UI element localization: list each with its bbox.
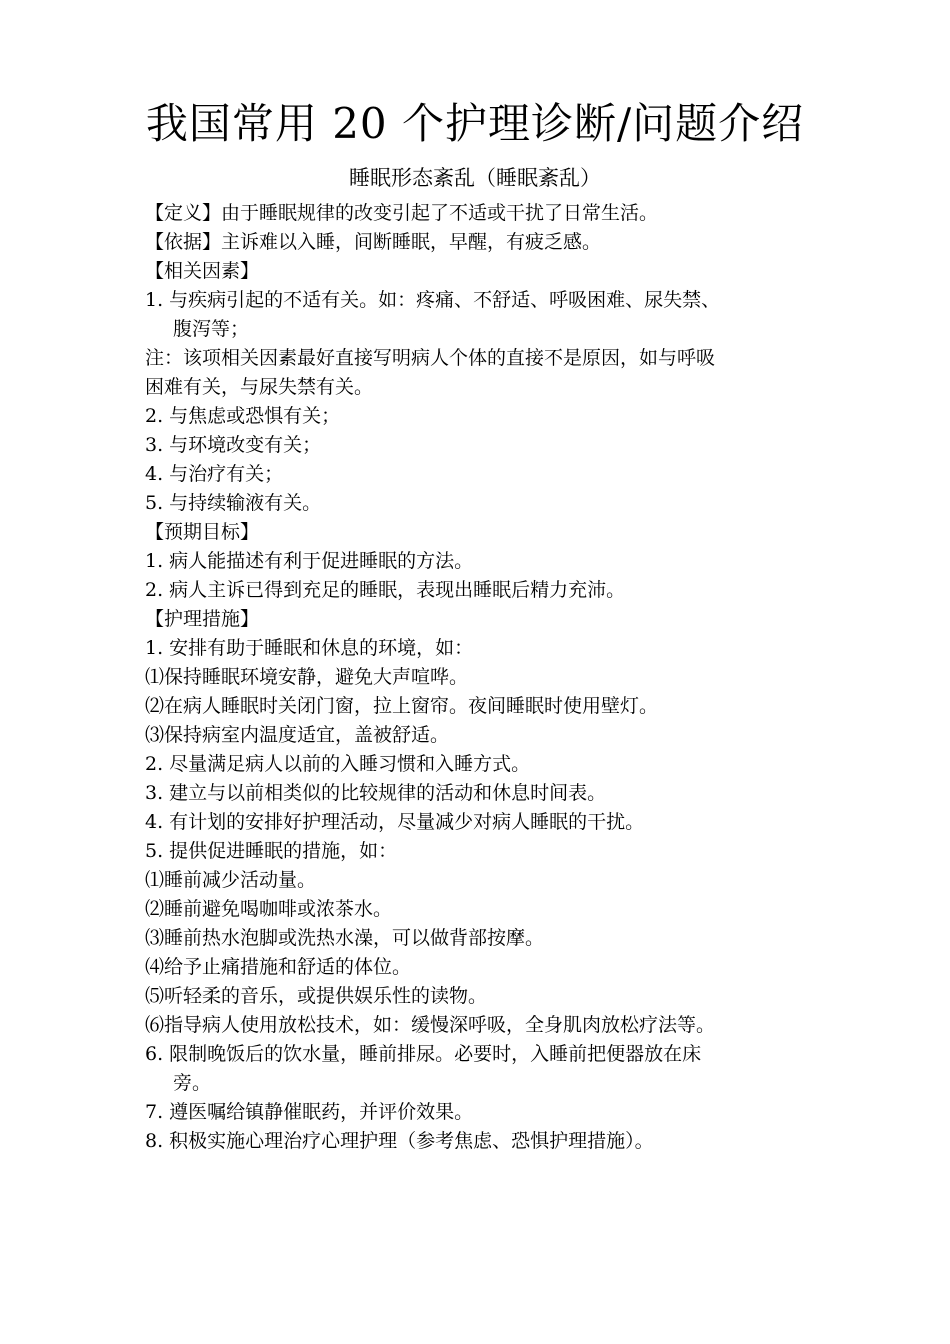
text-line: 困难有关，与尿失禁有关。 (145, 376, 374, 398)
text-line: 【护理措施】 (145, 608, 260, 630)
text-line: ⑶保持病室内温度适宜，盖被舒适。 (145, 724, 450, 746)
text-line: 2. 尽量满足病人以前的入睡习惯和入睡方式。 (145, 753, 531, 775)
text-line: 【相关因素】 (145, 260, 260, 282)
text-line: 3. 建立与以前相类似的比较规律的活动和休息时间表。 (145, 782, 607, 804)
text-line: 6. 限制晚饭后的饮水量，睡前排尿。必要时，入睡前把便器放在床 (145, 1043, 702, 1065)
text-line: 【预期目标】 (145, 521, 260, 543)
text-line: 1. 病人能描述有利于促进睡眠的方法。 (145, 550, 474, 572)
text-line: ⑴保持睡眠环境安静，避免大声喧哗。 (145, 666, 469, 688)
text-line: 7. 遵医嘱给镇静催眠药，并评价效果。 (145, 1101, 474, 1123)
text-line: ⑵在病人睡眠时关闭门窗，拉上窗帘。夜间睡眠时使用壁灯。 (145, 695, 659, 717)
text-line: 【依据】主诉难以入睡，间断睡眠，早醒，有疲乏感。 (145, 231, 602, 253)
text-line: 5. 提供促进睡眠的措施，如： (145, 840, 398, 862)
text-line: 4. 与治疗有关； (145, 463, 284, 485)
section-subtitle: 睡眠形态紊乱（睡眠紊乱） (349, 166, 601, 190)
text-line: 1. 与疾病引起的不适有关。如：疼痛、不舒适、呼吸困难、尿失禁、 (145, 289, 721, 311)
document-body (145, 199, 825, 1156)
text-line: 8. 积极实施心理治疗心理护理（参考焦虑、恐惧护理措施）。 (145, 1130, 654, 1152)
text-line: 2. 与焦虑或恐惧有关； (145, 405, 341, 427)
text-line: 3. 与环境改变有关； (145, 434, 322, 456)
text-line: 腹泻等； (173, 318, 250, 340)
text-line: ⑷给予止痛措施和舒适的体位。 (145, 956, 412, 978)
text-line: 5. 与持续输液有关。 (145, 492, 322, 514)
text-line: 4. 有计划的安排好护理活动，尽量减少对病人睡眠的干扰。 (145, 811, 645, 833)
text-line: 旁。 (173, 1072, 212, 1094)
text-line: ⑵睡前避免喝咖啡或浓茶水。 (145, 898, 393, 920)
text-line: ⑶睡前热水泡脚或洗热水澡，可以做背部按摩。 (145, 927, 545, 949)
page-title: 我国常用 20 个护理诊断/问题介绍 (145, 99, 805, 148)
text-line: 【定义】由于睡眠规律的改变引起了不适或干扰了日常生活。 (145, 202, 659, 224)
text-line: ⑴睡前减少活动量。 (145, 869, 317, 891)
text-line: ⑹指导病人使用放松技术，如：缓慢深呼吸，全身肌肉放松疗法等。 (145, 1014, 716, 1036)
text-line: 1. 安排有助于睡眠和休息的环境，如： (145, 637, 474, 659)
text-line: 2. 病人主诉已得到充足的睡眠，表现出睡眠后精力充沛。 (145, 579, 626, 601)
text-line: 注：该项相关因素最好直接写明病人个体的直接不是原因，如与呼吸 (145, 347, 716, 369)
text-line: ⑸听轻柔的音乐，或提供娱乐性的读物。 (145, 985, 488, 1007)
